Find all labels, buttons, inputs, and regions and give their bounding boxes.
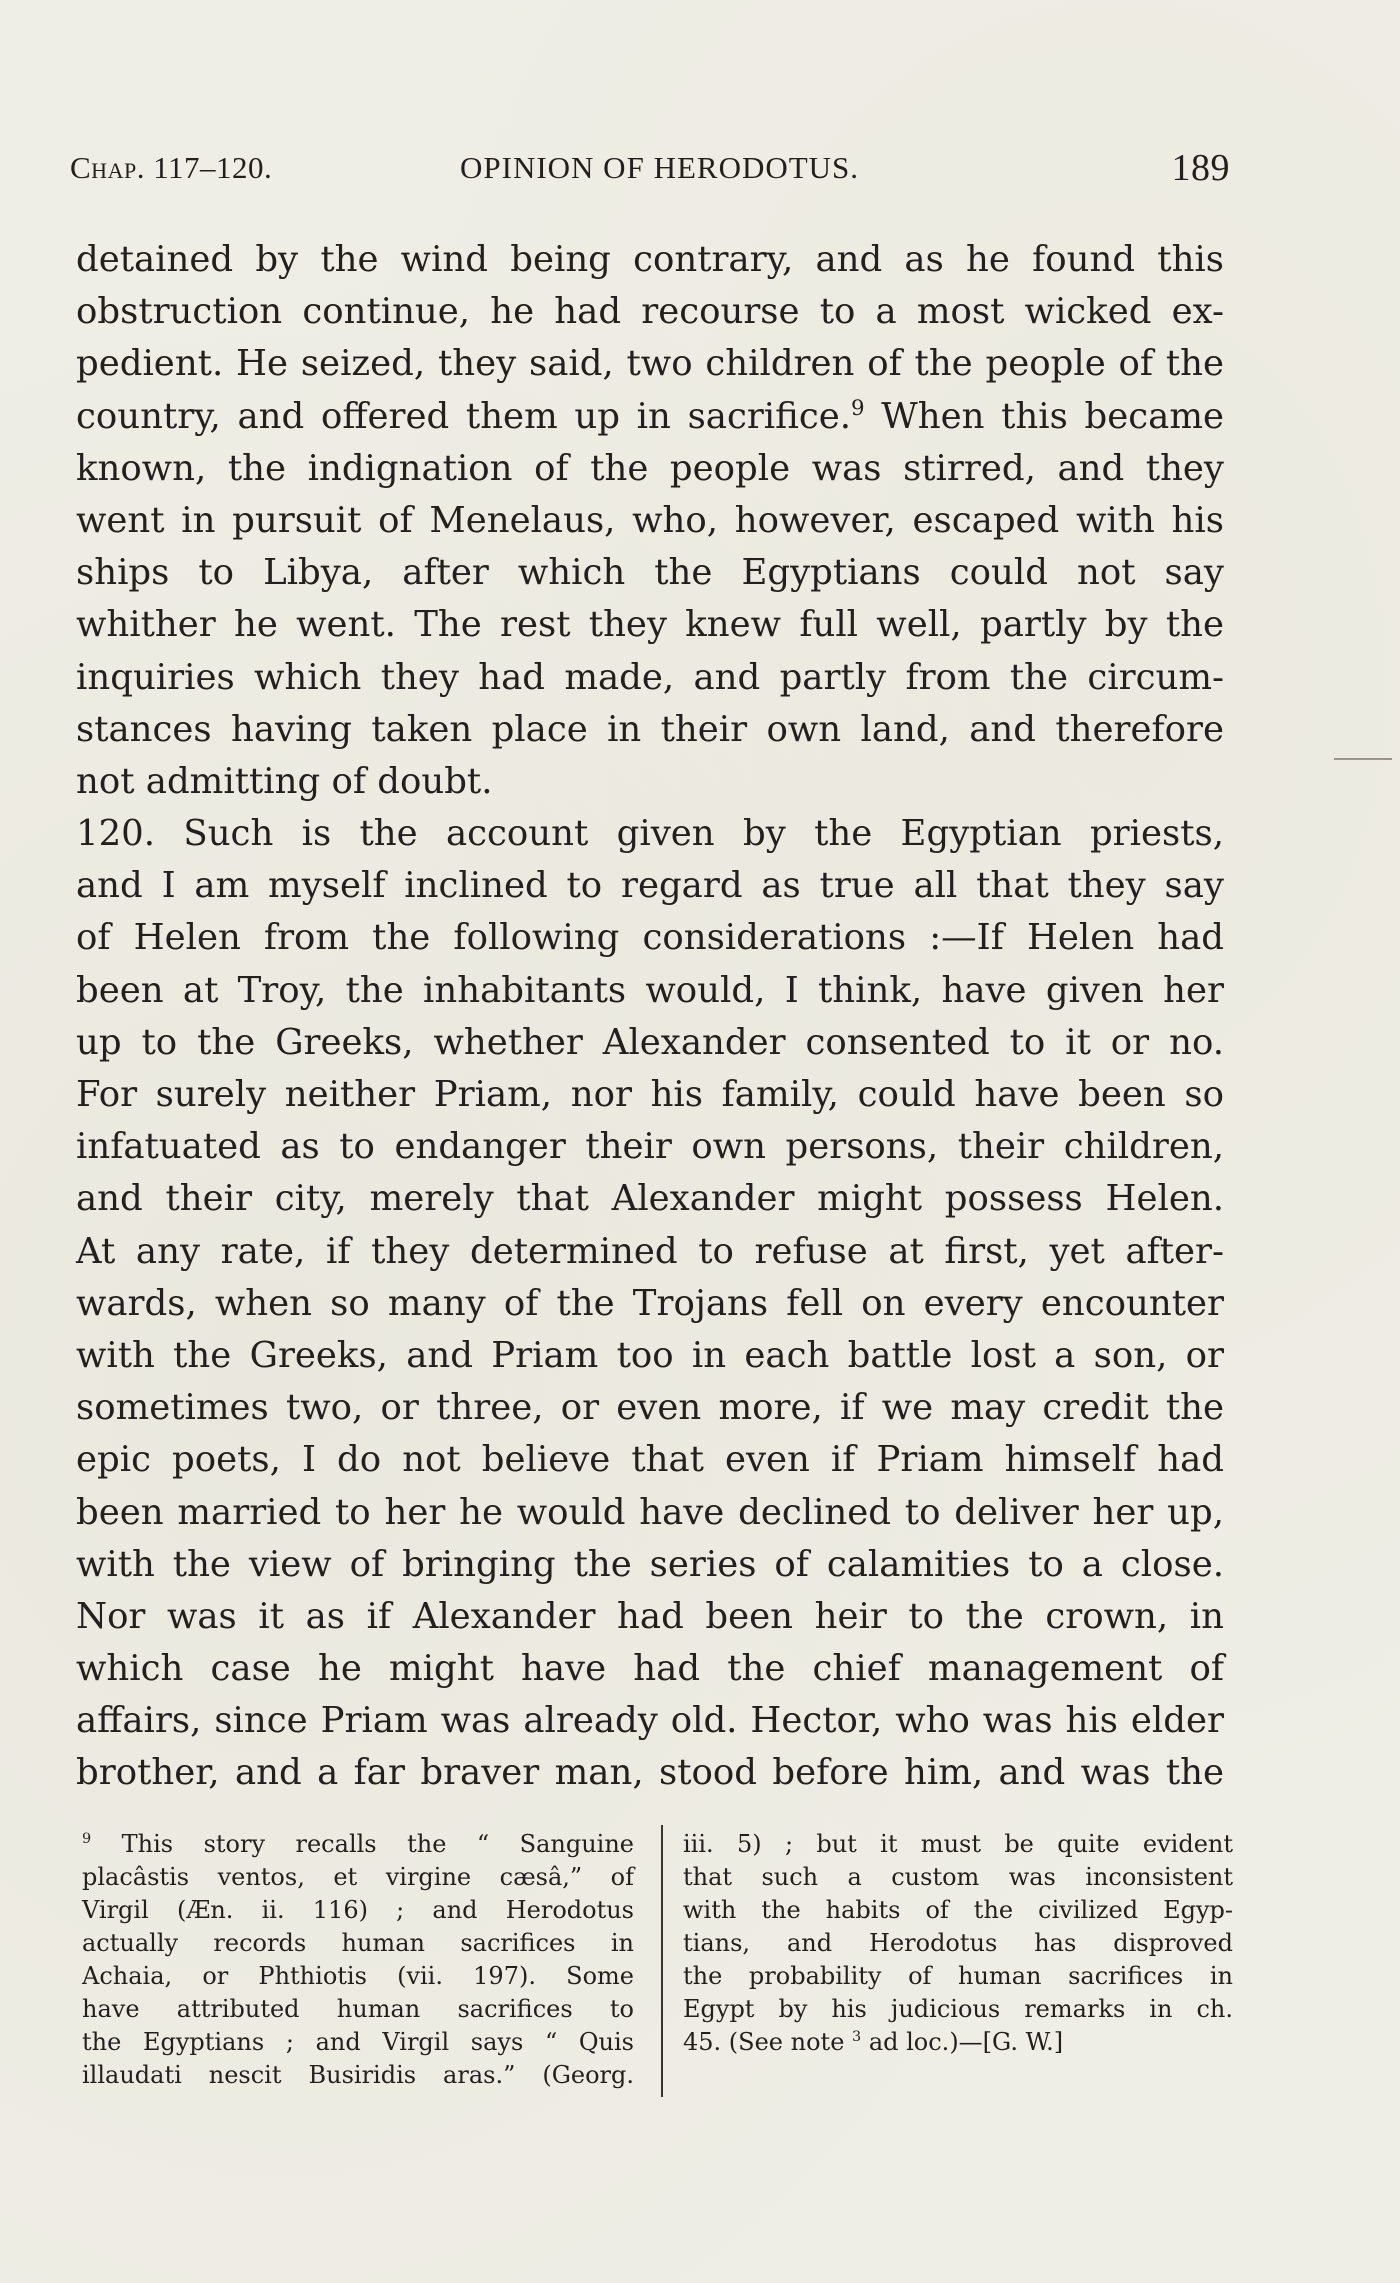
footnote-line: the probability of human sacrifices in	[683, 1962, 1233, 1990]
footnote-line: the Egyptians ; and Virgil says “ Quis	[82, 2028, 634, 2056]
text-line: obstruction continue, he had recourse to a most wicked ex-	[76, 291, 1224, 333]
text-line-end: When this became	[864, 395, 1224, 437]
text-line: with the view of bringing the series of calamities to a close.	[76, 1543, 1224, 1585]
text-line: Nor was it as if Alexander had been heir to the crown, in	[76, 1595, 1224, 1637]
footnote-line: tians, and Herodotus has disproved	[683, 1929, 1233, 1957]
text-line: up to the Greeks, whether Alexander consented to it or no.	[76, 1021, 1224, 1063]
note-reference: 3	[852, 2029, 862, 2045]
text-line: sometimes two, or three, or even more, if we may credit the	[76, 1387, 1224, 1429]
footnote-line: Virgil (Æn. ii. 116) ; and Herodotus	[82, 1896, 634, 1924]
text-line-start: country, and offered them up in sacrifice.	[76, 395, 852, 437]
footnote-line: illaudati nescit Busiridis aras.” (Georg.	[82, 2061, 634, 2089]
text-line: not admitting of doubt.	[76, 760, 493, 802]
footnote-column-divider	[661, 1825, 663, 2097]
footnote-line: Achaia, or Phthiotis (vii. 197). Some	[82, 1962, 634, 1990]
footnote-column-left	[82, 1828, 634, 2092]
text-line: pedient. He seized, they said, two children of the people of the	[76, 343, 1224, 385]
text-line: At any rate, if they determined to refuse at first, yet after-	[76, 1230, 1224, 1272]
text-line: of Helen from the following considerations :—If Helen had	[76, 917, 1224, 959]
text-line: inquiries which they had made, and partly from the circum-	[76, 656, 1224, 698]
text-line: been at Troy, the inhabitants would, I think, have given her	[76, 969, 1224, 1011]
text-line: epic poets, I do not believe that even if Priam himself had	[76, 1439, 1224, 1481]
running-head	[70, 147, 1230, 190]
text-line: infatuated as to endanger their own persons, their children,	[76, 1126, 1224, 1168]
text-line	[76, 391, 1224, 443]
footnote-line: Egypt by his judicious remarks in ch.	[683, 1995, 1233, 2023]
text-line: been married to her he would have declined to deliver her up,	[76, 1491, 1224, 1533]
running-title: OPINION OF HERODOTUS.	[460, 150, 860, 185]
page-number: 189	[1171, 147, 1230, 189]
footnote-line: placâstis ventos, et virgine cæsâ,” of	[82, 1863, 634, 1891]
footnote-line	[683, 2026, 1233, 2059]
main-text	[76, 234, 1224, 1800]
footnote-line: that such a custom was inconsistent	[683, 1863, 1233, 1891]
footnote-marker: 9	[82, 1831, 92, 1847]
footnote-line: actually records human sacrifices in	[82, 1929, 634, 1957]
footnote-line-end: ad loc.)—[G. W.]	[861, 2028, 1064, 2056]
text-line: with the Greeks, and Priam too in each battle lost a son, or	[76, 1334, 1224, 1376]
text-line: affairs, since Priam was already old. Hector, who was his elder	[76, 1700, 1224, 1742]
footnote-line: with the habits of the civilized Egyp-	[683, 1896, 1233, 1924]
text-line: wards, when so many of the Trojans fell on every encounter	[76, 1282, 1224, 1324]
text-line: whither he went. The rest they knew full well, partly by the	[76, 604, 1224, 646]
footnote-column-right	[683, 1828, 1233, 2059]
text-line: which case he might have had the chief management of	[76, 1648, 1224, 1690]
footnote-line-start: 45. (See note	[683, 2028, 853, 2056]
text-line: For surely neither Priam, nor his family, could have been so	[76, 1074, 1224, 1115]
text-line: and I am myself inclined to regard as true all that they say	[76, 865, 1224, 907]
margin-mark	[1334, 758, 1392, 760]
text-line: brother, and a far braver man, stood before him, and was the	[76, 1752, 1224, 1794]
footnote-line	[82, 1828, 634, 1861]
text-line: and their city, merely that Alexander might possess Helen.	[76, 1178, 1224, 1220]
text-line: detained by the wind being contrary, and as he found this	[76, 239, 1224, 280]
text-line: 120. Such is the account given by the Egyptian priests,	[76, 813, 1224, 855]
footnote-line: iii. 5) ; but it must be quite evident	[683, 1830, 1233, 1858]
chapter-reference: Chap. 117–120.	[70, 150, 273, 185]
text-line: went in pursuit of Menelaus, who, however, escaped with his	[76, 499, 1224, 541]
footnote-line: have attributed human sacrifices to	[82, 1995, 634, 2023]
text-line: known, the indignation of the people was stirred, and they	[76, 447, 1224, 489]
text-line: ships to Libya, after which the Egyptians could not say	[76, 552, 1224, 594]
footnote-reference: 9	[851, 395, 865, 421]
text-line: stances having taken place in their own land, and therefore	[76, 708, 1224, 750]
footnote-line-text: This story recalls the “ Sanguine	[91, 1830, 634, 1858]
